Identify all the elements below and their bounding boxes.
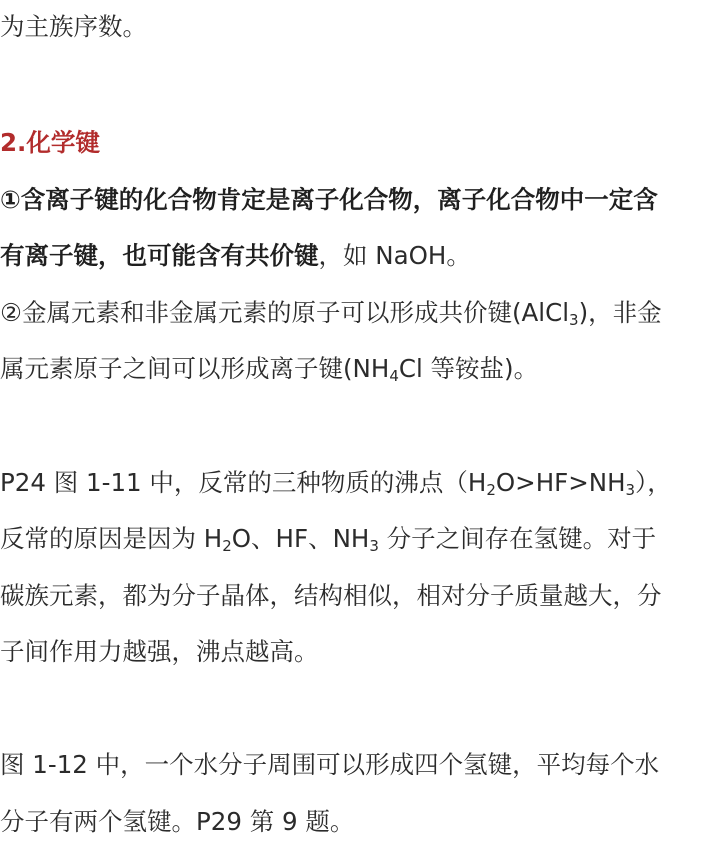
point1-line2 — [0, 239, 720, 273]
intro-tail-text: 为主族序数。 — [0, 12, 147, 41]
point2-line2-subscript: 4 — [389, 367, 399, 385]
para3-line1-sub1: 2 — [486, 481, 496, 499]
point2-line2 — [0, 352, 720, 386]
para3-line1-sub2: 3 — [625, 481, 636, 499]
point1-tail: ，如 NaOH。 — [318, 241, 471, 270]
para3-line2-mid: O、HF、NH — [231, 524, 370, 553]
para3-line1 — [0, 466, 720, 500]
section-heading: 2.化学键 — [0, 128, 100, 157]
para3-line2-sub1: 2 — [222, 537, 232, 555]
para3-line3: 碳族元素，都为分子晶体，结构相似，相对分子质量越大，分 — [0, 581, 662, 610]
para3-line2-sub2: 3 — [369, 537, 379, 555]
para3-line2 — [0, 522, 720, 556]
point2-line1-subscript: 3 — [569, 311, 579, 329]
para3-line1-tail: ）， — [635, 468, 672, 497]
para3-line1-mid: O>HF>NH — [495, 468, 626, 497]
para3-line2-text: 反常的原因是因为 H — [0, 524, 223, 553]
para3-line1-text: P24 图 1-11 中，反常的三种物质的沸点（H — [0, 468, 487, 497]
point1-line1 — [0, 183, 720, 217]
para3-line4: 子间作用力越强，沸点越高。 — [0, 637, 319, 666]
point2-line1-tail: )，非金 — [578, 298, 662, 327]
point2-line1 — [0, 296, 720, 330]
point2-line2-text: 属元素原子之间可以形成离子键(NH — [0, 354, 390, 383]
para4-line1: 图 1-12 中，一个水分子周围可以形成四个氢键，平均每个水 — [0, 750, 660, 779]
point1-bold-line2: 有离子键，也可能含有共价键 — [0, 241, 319, 270]
point2-line2-tail: Cl 等铵盐)。 — [398, 354, 539, 383]
para3-line2-tail: 分子之间存在氢键。对于 — [378, 524, 657, 553]
para4-line2: 分子有两个氢键。P29 第 9 题。 — [0, 807, 355, 836]
point1-bold-line1: ①含离子键的化合物肯定是离子化合物，离子化合物中一定含 — [0, 185, 658, 214]
point2-line1-text: ②金属元素和非金属元素的原子可以形成共价键(AlCl — [0, 298, 570, 327]
